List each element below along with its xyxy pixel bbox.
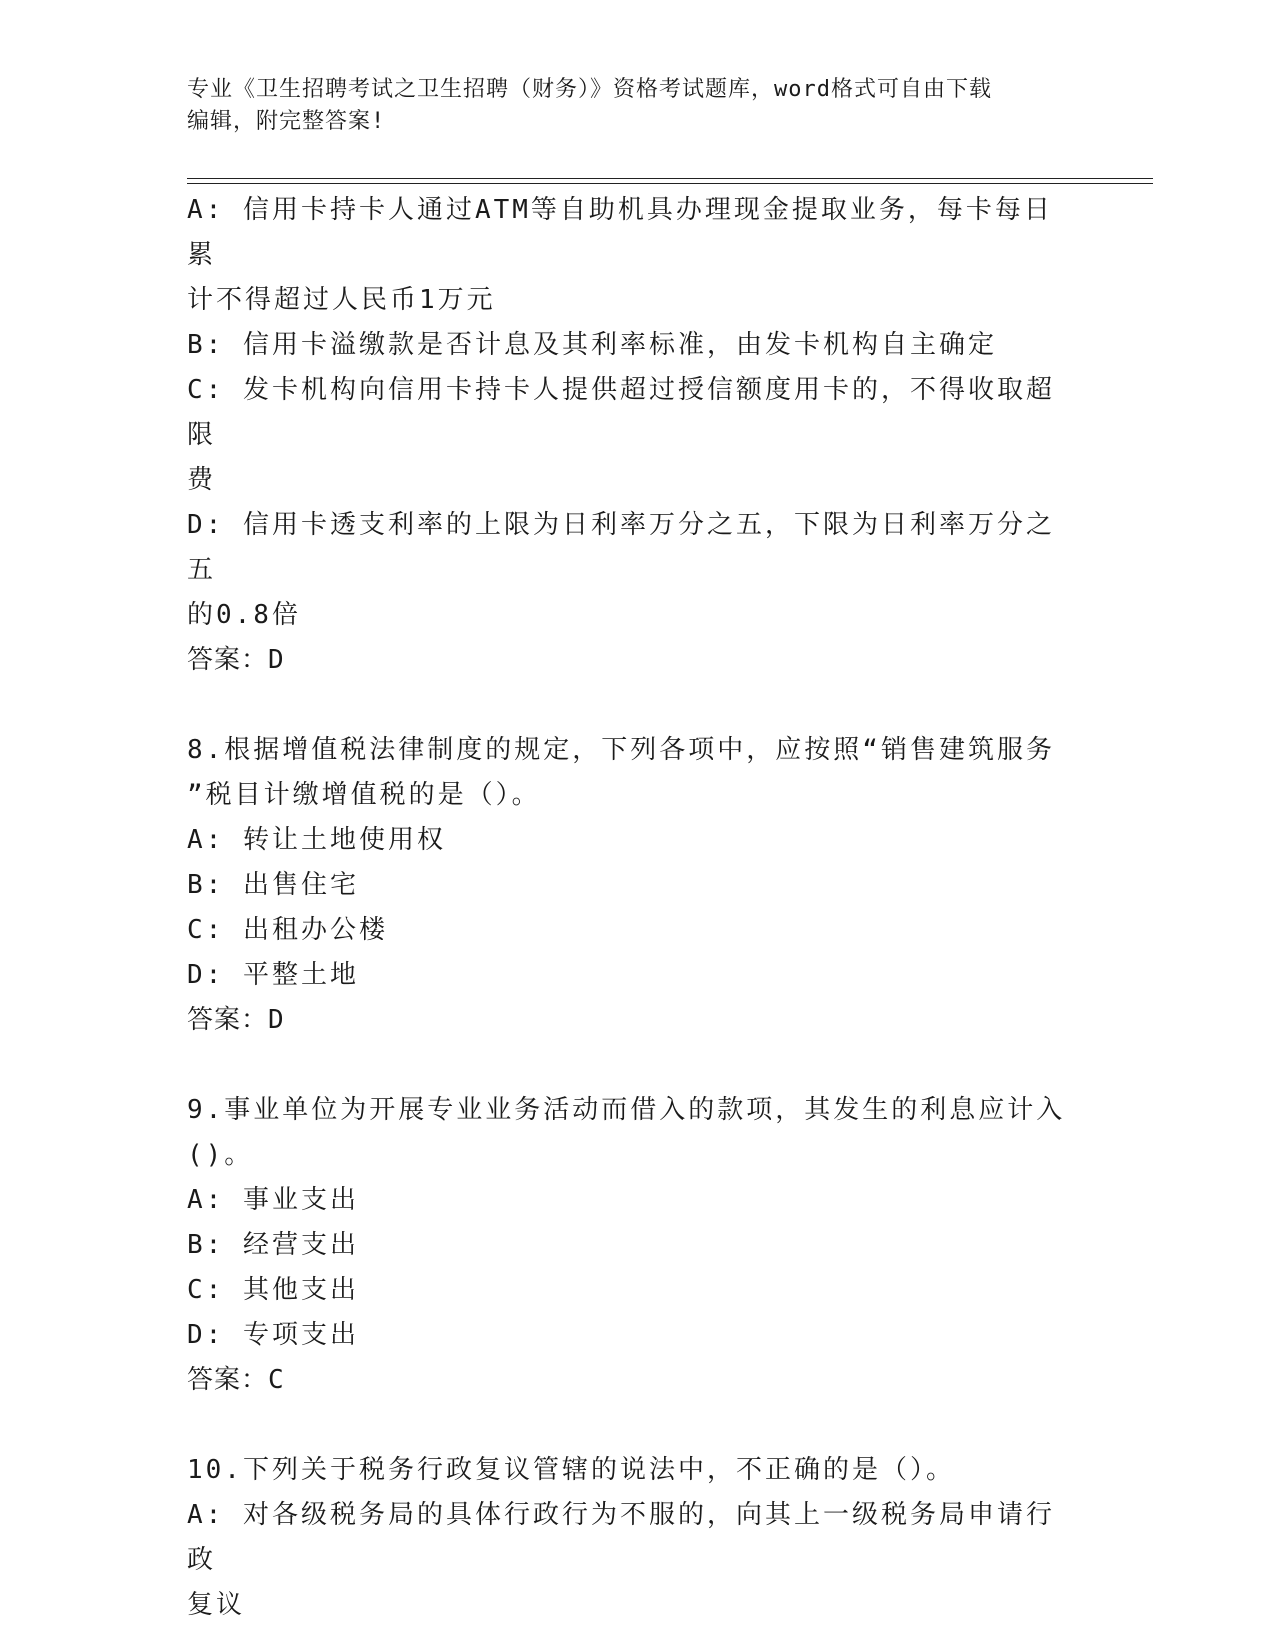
option-c: C: 出租办公楼 <box>187 915 388 945</box>
answer-label: 答案： <box>187 1005 269 1035</box>
option-d: D: 专项支出 <box>187 1320 359 1350</box>
question-10 <box>187 1448 1077 1628</box>
question-content <box>187 188 1077 1628</box>
option-a-line-1: A: 信用卡持卡人通过ATM等自助机具办理现金提取业务，每卡每日累 <box>187 195 1053 270</box>
answer-value: D <box>268 1005 285 1035</box>
header-line-1: 专业《卫生招聘考试之卫生招聘（财务）》资格考试题库，word格式可自由下载 <box>187 77 992 102</box>
option-b: B: 经营支出 <box>187 1230 359 1260</box>
question-7-options <box>187 188 1077 683</box>
option-d-line-2: 的0.8倍 <box>187 600 301 630</box>
question-8 <box>187 728 1077 1043</box>
option-c-line-1: C: 发卡机构向信用卡持卡人提供超过授信额度用卡的，不得收取超限 <box>187 375 1055 450</box>
answer-label: 答案： <box>187 645 269 675</box>
question-9-answer <box>187 1358 1077 1403</box>
answer-value: C <box>268 1365 285 1395</box>
question-7-answer <box>187 638 1077 683</box>
option-d: D: 平整土地 <box>187 960 359 990</box>
question-stem-line-1: 8.根据增值税法律制度的规定，下列各项中，应按照“销售建筑服务 <box>187 735 1055 765</box>
header-divider-top <box>187 178 1153 179</box>
option-a: A: 转让土地使用权 <box>187 825 446 855</box>
header-line-2: 编辑，附完整答案! <box>187 109 386 134</box>
answer-value: D <box>268 645 285 675</box>
option-b: B: 出售住宅 <box>187 870 359 900</box>
option-d-line-1: D: 信用卡透支利率的上限为日利率万分之五，下限为日利率万分之五 <box>187 510 1055 585</box>
option-c-line-2: 费 <box>187 465 217 495</box>
question-stem-line-1: 9.事业单位为开展专业业务活动而借入的款项，其发生的利息应计入 <box>187 1095 1066 1125</box>
question-stem-line-1: 10.下列关于税务行政复议管辖的说法中，不正确的是（）。 <box>187 1455 955 1485</box>
document-header <box>187 74 1067 138</box>
option-a-line-1: A: 对各级税务局的具体行政行为不服的，向其上一级税务局申请行政 <box>187 1500 1055 1575</box>
question-spacer <box>187 1043 1077 1088</box>
question-stem-line-2: ()。 <box>187 1140 254 1170</box>
option-a-line-2: 计不得超过人民币1万元 <box>187 285 496 315</box>
option-b-line-1: B: 信用卡溢缴款是否计息及其利率标准，由发卡机构自主确定 <box>187 330 997 360</box>
question-9 <box>187 1088 1077 1403</box>
question-spacer <box>187 683 1077 728</box>
question-8-answer <box>187 998 1077 1043</box>
option-a-line-2: 复议 <box>187 1590 246 1620</box>
option-a: A: 事业支出 <box>187 1185 359 1215</box>
header-divider-bottom <box>187 183 1153 184</box>
question-stem-line-2: ”税目计缴增值税的是（）。 <box>187 780 541 810</box>
question-spacer <box>187 1403 1077 1448</box>
answer-label: 答案： <box>187 1365 269 1395</box>
option-c: C: 其他支出 <box>187 1275 359 1305</box>
